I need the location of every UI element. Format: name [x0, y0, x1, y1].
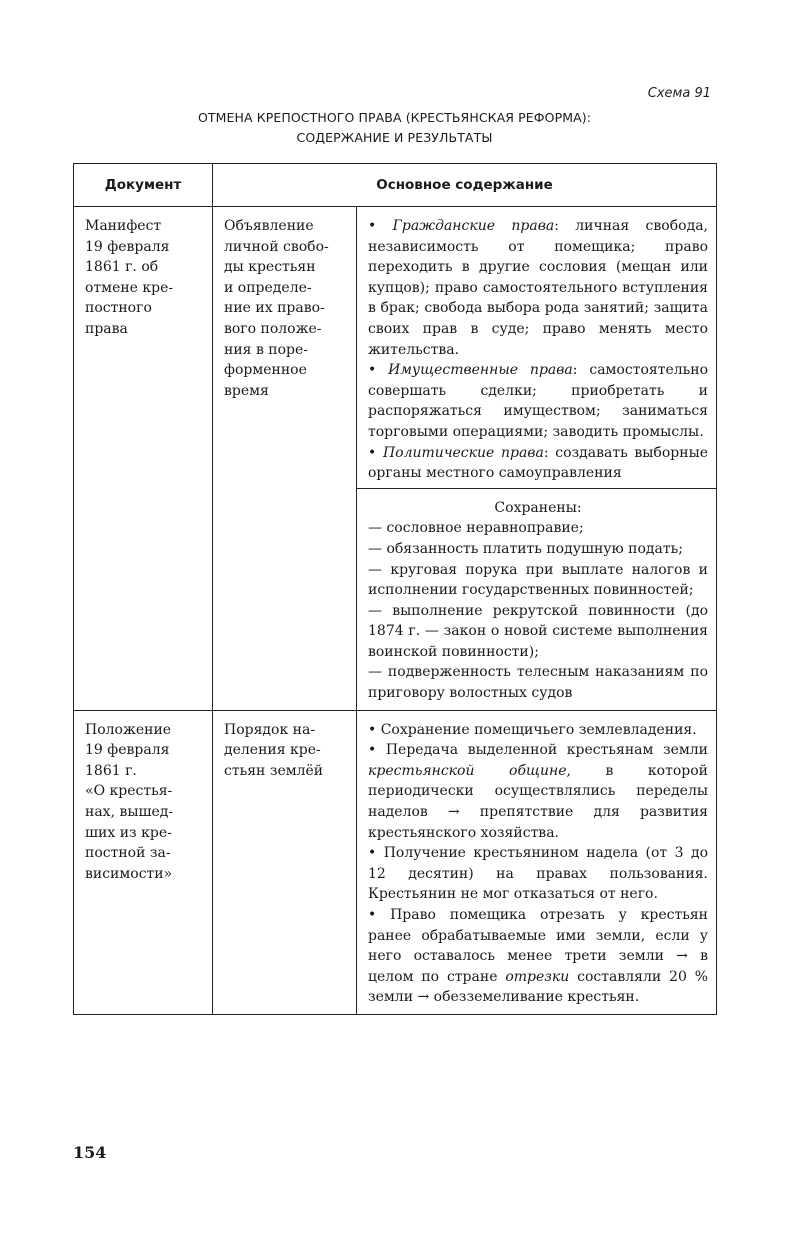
- header-content: Основное содержание: [213, 164, 717, 207]
- table-row: [74, 710, 717, 1014]
- political-rights-item: • Политические права: создавать выборные органы местного самоуправления: [368, 444, 708, 482]
- reform-table: [73, 163, 717, 1015]
- doc-line: постной за-: [85, 845, 171, 862]
- desc-line: стьян землёй: [224, 762, 324, 779]
- preserved-item: — подверженность телесным наказаниям по приговору волостных судов: [368, 664, 709, 702]
- preserved-item: — сословное неравноправие;: [368, 520, 584, 537]
- land-item-emph: крестьянской общине: [368, 762, 567, 779]
- doc-cell-manifest: [74, 207, 213, 711]
- doc-line: постного: [85, 300, 152, 317]
- doc-line: отмене кре-: [85, 279, 174, 296]
- property-rights-item: • Имущественные права: самостоятельно совершать сделки; приобретать и распоряжаться имуществом; заниматься торговыми операциями; заводить промыслы.: [368, 362, 709, 440]
- desc-line: вого положе-: [224, 320, 322, 337]
- doc-line: Манифест: [85, 218, 162, 234]
- preserved-item: — выполнение рекрутской повинности (до 1874 г. — закон о новой системе выполнения воинской повинности);: [368, 602, 709, 660]
- doc-line: нах, вышед-: [85, 804, 174, 821]
- land-item-text: составляли 20 % земли → обезземеливание крестьян.: [368, 968, 709, 1006]
- doc-cell-polozhenie: [74, 710, 213, 1014]
- desc-cell-polozhenie: [213, 710, 357, 1014]
- header-document: Документ: [74, 164, 213, 207]
- table-row: [74, 207, 717, 489]
- desc-line: личной свобо-: [224, 238, 329, 255]
- land-item: • Сохранение помещичьего землевладения.: [368, 721, 697, 738]
- land-item: [368, 905, 708, 1008]
- land-item-text: • Передача выделенной крестьянам земли: [368, 742, 709, 759]
- property-rights-label: Имущественные права: [388, 362, 573, 379]
- doc-line: 19 февраля: [85, 742, 170, 759]
- desc-line: и определе-: [224, 279, 312, 296]
- doc-line: права: [85, 320, 128, 337]
- desc-line: ды крестьян: [224, 259, 316, 276]
- desc-line: деления кре-: [224, 742, 321, 759]
- doc-line: 19 февраля: [85, 238, 170, 255]
- land-item-text: , в которой периодически осуществлялись переделы наделов → препятствие для развития крестьянского хозяйства.: [368, 762, 709, 841]
- desc-line: время: [224, 382, 269, 399]
- schema-label: Схема 91: [647, 86, 711, 101]
- preserved-item: — обязанность платить подушную подать;: [368, 540, 683, 557]
- desc-line: форменное: [224, 362, 307, 379]
- desc-line: ния в поре-: [224, 341, 309, 358]
- doc-line: «О крестья-: [85, 783, 173, 800]
- desc-line: ние их право-: [224, 300, 325, 317]
- preserved-title: Сохранены:: [494, 499, 582, 516]
- preserved-item: — круговая порука при выплате налогов и исполнении государственных повинностей;: [368, 561, 709, 599]
- land-item-text: • Право помещика отрезать у крестьян ранее обрабатываемые ими земли, если у него оставалось менее трети земли → в целом по стране: [368, 907, 709, 985]
- property-rights-text: : самостоятельно совершать сделки; приобретать и распоряжаться имуществом; заниматься торговыми операциями; заводить промыслы.: [368, 362, 709, 440]
- civil-rights-item: • Гражданские права: личная свобода, независимость от помещика; право переходить в другие сословия (мещан или купцов); право самостоятельного вступления в брак; свобода выбора рода занятий; защита своих прав в суде; право менять место жительства.: [368, 218, 709, 358]
- doc-line: Положение: [85, 721, 172, 738]
- civil-rights-label: Гражданские права: [392, 218, 555, 234]
- table-header-row: [74, 164, 717, 207]
- doc-line: висимости»: [85, 865, 173, 882]
- doc-line: ших из кре-: [85, 824, 172, 841]
- desc-line: Объявление: [224, 218, 314, 234]
- desc-line: Порядок на-: [224, 721, 316, 738]
- civil-rights-text: : личная свобода, независимость от помещика; право переходить в другие сословия (мещан или купцов); право самостоятельного вступления в брак; свобода выбора рода занятий; защита своих прав в суде; право менять место жительства.: [368, 218, 709, 358]
- land-item: • Получение крестьянином надела (от 3 до 12 десятин) на правах пользования. Крестьянин не мог отказаться от него.: [368, 845, 709, 903]
- desc-cell-manifest: [213, 207, 357, 711]
- page-title: [73, 108, 716, 148]
- preserved-cell: [357, 488, 717, 710]
- page-number: 154: [73, 1143, 107, 1162]
- land-item-emph: отрезки: [505, 968, 570, 985]
- political-rights-text: : создавать выборные органы местного самоуправления: [368, 444, 708, 482]
- doc-line: 1861 г.: [85, 762, 137, 779]
- doc-line: 1861 г. об: [85, 259, 159, 276]
- rights-cell: [357, 207, 717, 489]
- title-line-2: СОДЕРЖАНИЕ И РЕЗУЛЬТАТЫ: [296, 130, 493, 145]
- land-item: [368, 740, 708, 843]
- title-line-1: ОТМЕНА КРЕПОСТНОГО ПРАВА (КРЕСТЬЯНСКАЯ РЕФОРМА):: [197, 110, 592, 125]
- land-cell: [357, 710, 717, 1014]
- political-rights-label: Политические права: [382, 444, 544, 461]
